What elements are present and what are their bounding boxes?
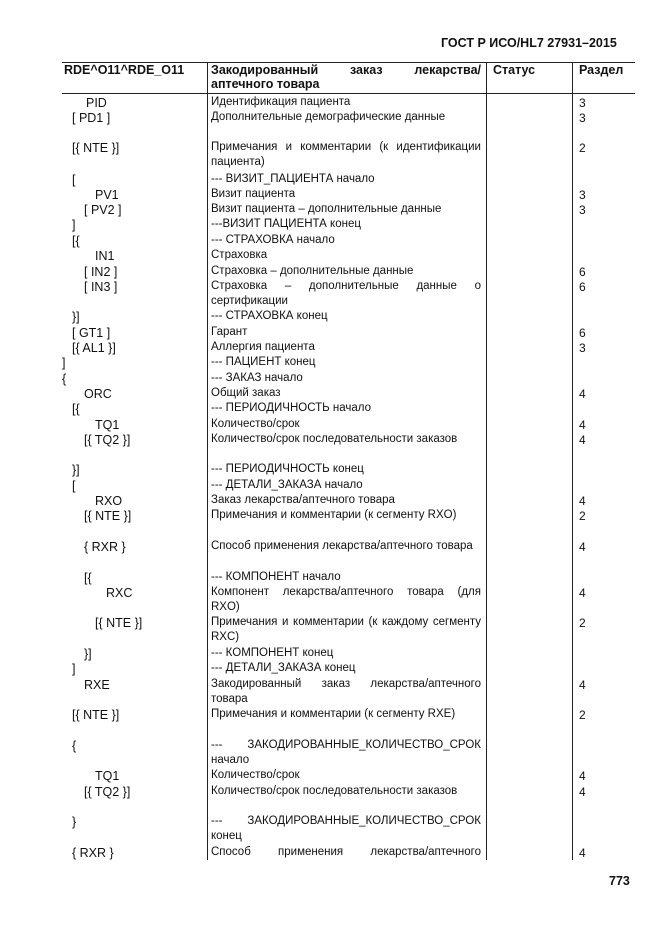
segment-description: Примечания и комментарии (к сегменту RXE) bbox=[211, 708, 456, 720]
section-number: 6 bbox=[579, 326, 586, 340]
segment-code: { RXR } bbox=[84, 540, 126, 554]
page-number: 773 bbox=[609, 874, 630, 888]
column-divider bbox=[486, 62, 487, 860]
segment-description: --- СТРАХОВКА конец bbox=[211, 310, 328, 322]
segment-code: [{ bbox=[72, 402, 80, 416]
segment-description: Количество/срок последовательности заказов bbox=[211, 433, 458, 445]
segment-description: ---ВИЗИТ ПАЦИЕНТА конец bbox=[211, 218, 361, 230]
segment-description: Компонент лекарства/аптечного товара (для RXO) bbox=[211, 586, 481, 614]
section-number: 4 bbox=[579, 846, 586, 860]
segment-code: ] bbox=[62, 356, 66, 370]
segment-code: }] bbox=[84, 647, 92, 661]
segment-code: ] bbox=[72, 218, 76, 232]
segment-description: Заказ лекарства/аптечного товара bbox=[211, 494, 395, 506]
segment-code: }] bbox=[72, 310, 80, 324]
section-number: 3 bbox=[579, 341, 586, 355]
segment-description: Страховка bbox=[211, 249, 268, 261]
segment-code: [ PV2 ] bbox=[84, 203, 122, 217]
segment-code: { bbox=[62, 372, 67, 386]
segment-description: --- ЗАКОДИРОВАННЫЕ_КОЛИЧЕСТВО_СРОК конец bbox=[211, 815, 481, 843]
segment-description: Страховка – дополнительные данные о сертификации bbox=[211, 280, 481, 308]
column-divider bbox=[207, 62, 208, 860]
section-number: 3 bbox=[579, 188, 586, 202]
segment-code: RXC bbox=[106, 586, 133, 600]
segment-code: [{ bbox=[84, 571, 92, 585]
segment-description: --- КОМПОНЕНТ конец bbox=[211, 647, 334, 659]
segment-description: --- СТРАХОВКА начало bbox=[211, 234, 335, 246]
segment-description: Визит пациента – дополнительные данные bbox=[211, 203, 442, 215]
section-number: 2 bbox=[579, 509, 586, 523]
segment-code: }] bbox=[72, 463, 80, 477]
segment-description: Количество/срок последовательности заказов bbox=[211, 785, 458, 797]
segment-description: --- ПЕРИОДИЧНОСТЬ начало bbox=[211, 402, 372, 414]
segment-code: IN1 bbox=[95, 249, 115, 263]
segment-description: --- ПАЦИЕНТ конец bbox=[211, 356, 316, 368]
segment-code: TQ1 bbox=[95, 769, 120, 783]
header-section: Раздел bbox=[579, 63, 624, 77]
segment-description: Общий заказ bbox=[211, 387, 281, 399]
segment-description: Примечания и комментарии (к каждому сегменту RXC) bbox=[211, 616, 481, 644]
segment-code: RXO bbox=[95, 494, 123, 508]
section-number: 2 bbox=[579, 616, 586, 630]
section-number: 4 bbox=[579, 494, 586, 508]
segment-description: Страховка – дополнительные данные bbox=[211, 265, 414, 277]
segment-code: [{ AL1 }] bbox=[72, 341, 116, 355]
segment-code: [{ bbox=[72, 234, 80, 248]
segment-description: Примечания и комментарии (к сегменту RXO) bbox=[211, 509, 457, 521]
segment-code: [{ NTE }] bbox=[95, 616, 143, 630]
segment-code: PID bbox=[86, 96, 107, 110]
section-number: 4 bbox=[579, 769, 586, 783]
segment-description: Визит пациента bbox=[211, 188, 296, 200]
segment-description: Примечания и комментарии (к идентификации пациента) bbox=[211, 141, 481, 169]
section-number: 3 bbox=[579, 96, 586, 110]
segment-code: [ IN2 ] bbox=[84, 265, 118, 279]
segment-code: } bbox=[72, 815, 77, 829]
segment-description: Способ применения лекарства/аптечного bbox=[211, 846, 481, 858]
section-number: 4 bbox=[579, 433, 586, 447]
section-number: 6 bbox=[579, 265, 586, 279]
section-number: 3 bbox=[579, 111, 586, 125]
header-description: Закодированный заказ лекарства/аптечного товара bbox=[211, 63, 481, 91]
segment-code: [{ TQ2 }] bbox=[84, 785, 131, 799]
segment-description: Закодированный заказ лекарства/аптечного товара bbox=[211, 678, 481, 706]
segment-description: --- КОМПОНЕНТ начало bbox=[211, 571, 341, 583]
section-number: 4 bbox=[579, 678, 586, 692]
segment-code: PV1 bbox=[95, 188, 119, 202]
segment-description: --- ПЕРИОДИЧНОСТЬ конец bbox=[211, 463, 364, 475]
segment-description: Идентификация пациента bbox=[211, 96, 351, 108]
segment-description: Дополнительные демографические данные bbox=[211, 111, 446, 123]
section-number: 4 bbox=[579, 586, 586, 600]
segment-code: [{ NTE }] bbox=[72, 141, 120, 155]
table-header-rule bbox=[62, 93, 635, 94]
section-number: 2 bbox=[579, 708, 586, 722]
segment-code: ] bbox=[72, 662, 76, 676]
column-divider bbox=[572, 62, 573, 860]
segment-code: { bbox=[72, 739, 77, 753]
section-number: 4 bbox=[579, 387, 586, 401]
segment-code: [{ TQ2 }] bbox=[84, 433, 131, 447]
segment-description: Аллергия пациента bbox=[211, 341, 315, 353]
segment-code: [ bbox=[72, 173, 76, 187]
segment-code: [ GT1 ] bbox=[72, 326, 111, 340]
segment-code: RXE bbox=[84, 678, 110, 692]
section-number: 2 bbox=[579, 141, 586, 155]
segment-description: Количество/срок bbox=[211, 418, 300, 430]
segment-description: --- ВИЗИТ_ПАЦИЕНТА начало bbox=[211, 173, 375, 185]
segment-code: { RXR } bbox=[72, 846, 114, 860]
header-status: Статус bbox=[493, 63, 536, 77]
segment-code: TQ1 bbox=[95, 418, 120, 432]
segment-description: --- ДЕТАЛИ_ЗАКАЗА начало bbox=[211, 479, 363, 491]
segment-code: [ bbox=[72, 479, 76, 493]
section-number: 6 bbox=[579, 280, 586, 294]
segment-description: Гарант bbox=[211, 326, 248, 338]
segment-description: --- ДЕТАЛИ_ЗАКАЗА конец bbox=[211, 662, 356, 674]
segment-code: [ PD1 ] bbox=[72, 111, 111, 125]
section-number: 4 bbox=[579, 418, 586, 432]
segment-code: [{ NTE }] bbox=[72, 708, 120, 722]
header-segment: RDE^O11^RDE_O11 bbox=[64, 63, 185, 77]
segment-description: --- ЗАКОДИРОВАННЫЕ_КОЛИЧЕСТВО_СРОК начало bbox=[211, 739, 481, 767]
segment-description: Способ применения лекарства/аптечного товара bbox=[211, 540, 473, 552]
segment-description: Количество/срок bbox=[211, 769, 300, 781]
section-number: 3 bbox=[579, 203, 586, 217]
segment-description: --- ЗАКАЗ начало bbox=[211, 372, 303, 384]
section-number: 4 bbox=[579, 785, 586, 799]
document-header: ГОСТ Р ИСО/HL7 27931–2015 bbox=[441, 36, 617, 50]
segment-code: [{ NTE }] bbox=[84, 509, 132, 523]
section-number: 4 bbox=[579, 540, 586, 554]
segment-code: [ IN3 ] bbox=[84, 280, 118, 294]
segment-code: ORC bbox=[84, 387, 112, 401]
